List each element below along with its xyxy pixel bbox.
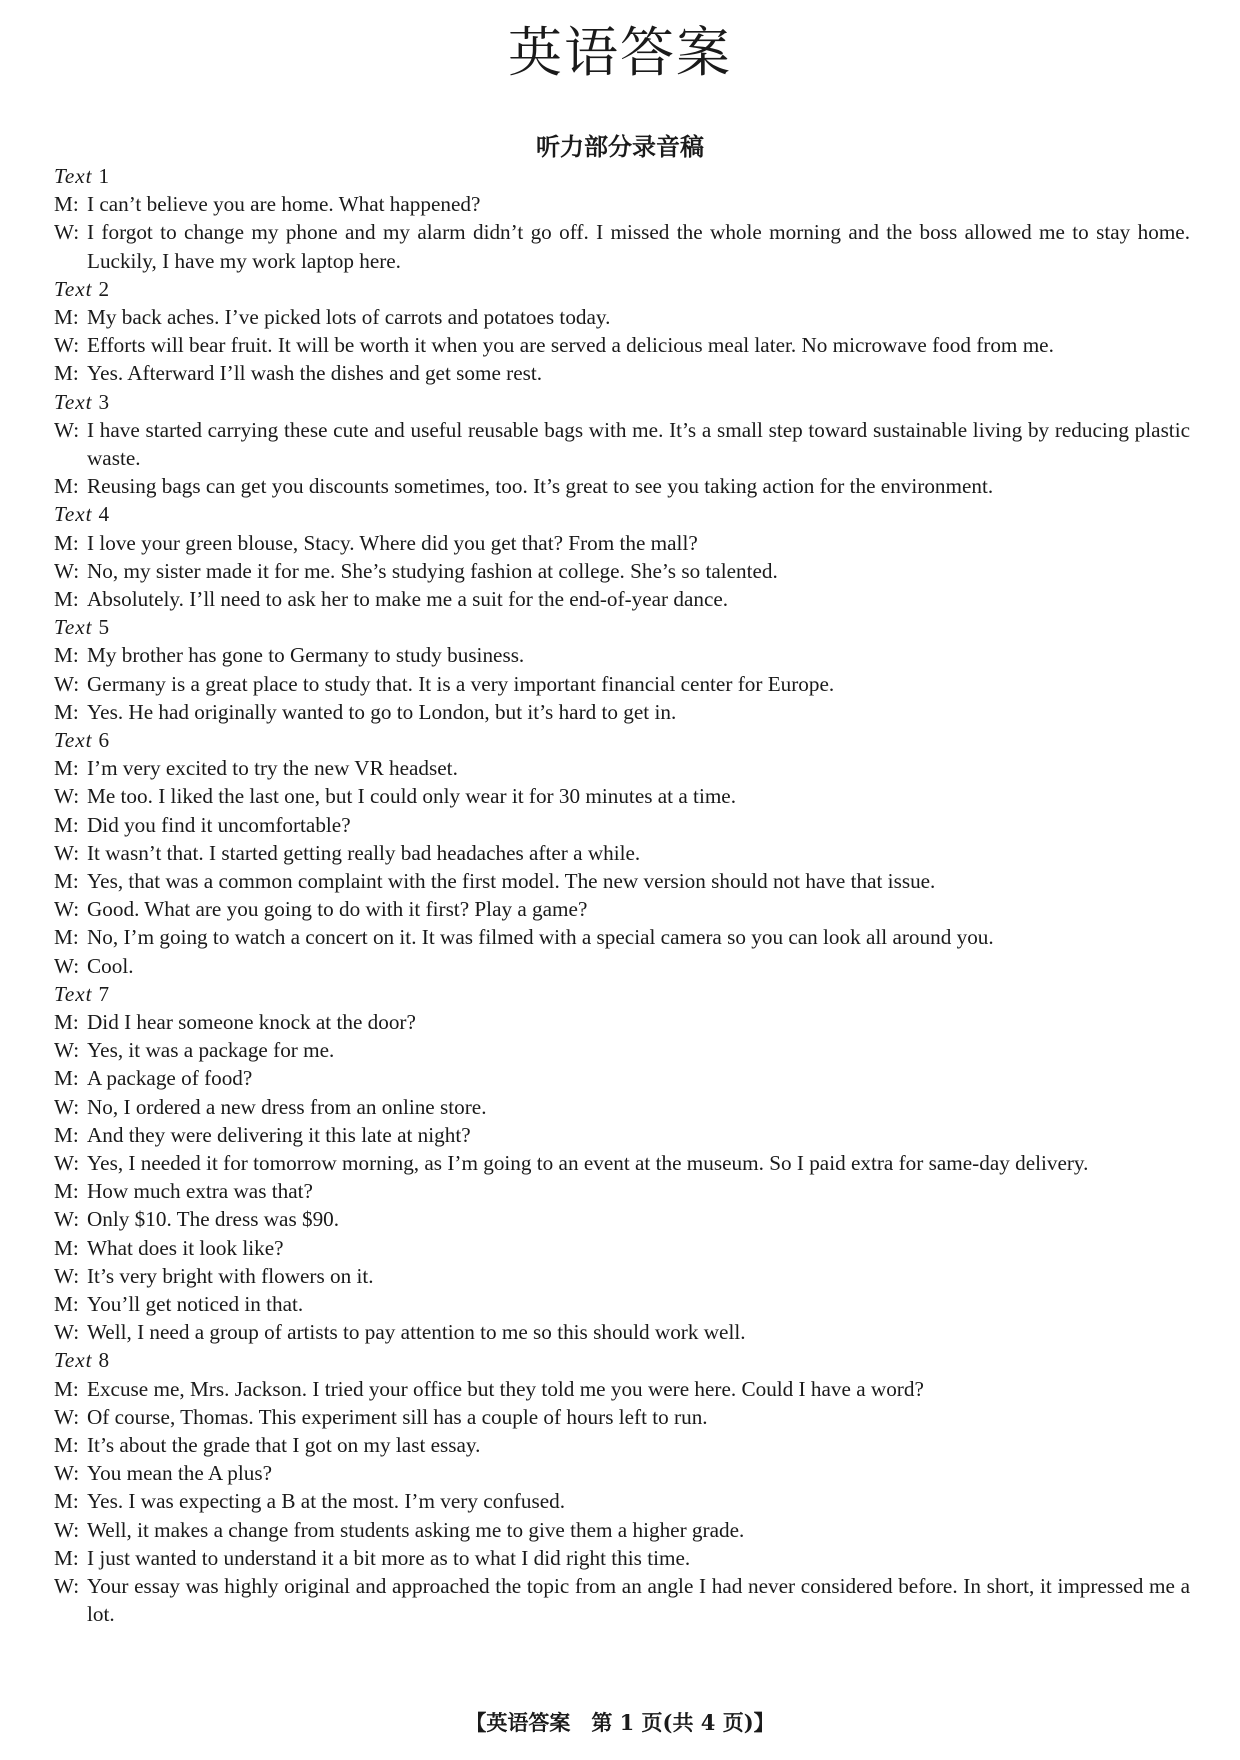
speaker-tag: M: xyxy=(54,192,79,217)
utterance-text: How much extra was that? xyxy=(87,1179,313,1204)
text-label-word: Text xyxy=(54,981,93,1006)
utterance-text: Well, it makes a change from students asking me to give them a higher grade. xyxy=(87,1517,745,1542)
dialogue-line xyxy=(54,1121,1190,1149)
dialogue-line xyxy=(54,190,1190,218)
dialogue-line xyxy=(54,641,1190,669)
dialogue-line xyxy=(54,1036,1190,1064)
dialogue-line xyxy=(54,1459,1190,1487)
dialogue-line xyxy=(54,359,1190,387)
text-label-number: 5 xyxy=(98,615,111,640)
speaker-tag: W: xyxy=(54,1207,80,1232)
transcript-text-3 xyxy=(54,388,1190,501)
transcript-text-5 xyxy=(54,613,1190,726)
dialogue-line xyxy=(54,754,1190,782)
speaker-tag: W: xyxy=(54,417,80,442)
transcript-text-2 xyxy=(54,275,1190,388)
speaker-tag: M: xyxy=(54,361,79,386)
utterance-text: Yes, it was a package for me. xyxy=(87,1038,335,1063)
utterance-text: Germany is a great place to study that. It is a very important financial center for Europe. xyxy=(87,671,835,696)
transcript-text-8 xyxy=(54,1346,1190,1628)
text-label xyxy=(54,726,1190,754)
text-label-number: 7 xyxy=(98,981,111,1006)
speaker-tag: W: xyxy=(54,333,80,358)
text-label-number: 2 xyxy=(98,276,111,301)
dialogue-line xyxy=(54,1234,1190,1262)
speaker-tag: W: xyxy=(54,1574,80,1599)
utterance-text: You mean the A plus? xyxy=(87,1461,273,1486)
dialogue-line xyxy=(54,1149,1190,1177)
text-label-number: 6 xyxy=(98,727,111,752)
utterance-text: What does it look like? xyxy=(87,1235,284,1260)
utterance-text: I love your green blouse, Stacy. Where did you get that? From the mall? xyxy=(87,530,698,555)
transcript-text-4 xyxy=(54,500,1190,613)
dialogue-line xyxy=(54,1572,1190,1628)
utterance-text: My back aches. I’ve picked lots of carrots and potatoes today. xyxy=(87,304,611,329)
speaker-tag: M: xyxy=(54,1179,79,1204)
utterance-text: I have started carrying these cute and useful reusable bags with me. It’s a small step toward sustainable living by reducing plastic waste. xyxy=(87,417,1190,470)
speaker-tag: W: xyxy=(54,1038,80,1063)
speaker-tag: M: xyxy=(54,812,79,837)
text-label xyxy=(54,162,1190,190)
utterance-text: And they were delivering it this late at night? xyxy=(87,1122,471,1147)
utterance-text: Absolutely. I’ll need to ask her to make me a suit for the end-of-year dance. xyxy=(87,586,729,611)
speaker-tag: M: xyxy=(54,530,79,555)
speaker-tag: M: xyxy=(54,756,79,781)
dialogue-line xyxy=(54,895,1190,923)
speaker-tag: M: xyxy=(54,1545,79,1570)
speaker-tag: W: xyxy=(54,1263,80,1288)
dialogue-line xyxy=(54,1177,1190,1205)
utterance-text: Did I hear someone knock at the door? xyxy=(87,1009,416,1034)
dialogue-line xyxy=(54,923,1190,951)
dialogue-line xyxy=(54,1544,1190,1572)
text-label-number: 3 xyxy=(98,389,111,414)
transcript-text-1 xyxy=(54,162,1190,275)
dialogue-line xyxy=(54,698,1190,726)
speaker-tag: M: xyxy=(54,1066,79,1091)
utterance-text: Yes. I was expecting a B at the most. I’m very confused. xyxy=(87,1489,565,1514)
dialogue-line xyxy=(54,811,1190,839)
transcript-text-7 xyxy=(54,980,1190,1347)
utterance-text: Me too. I liked the last one, but I could only wear it for 30 minutes at a time. xyxy=(87,784,737,809)
dialogue-line xyxy=(54,670,1190,698)
dialogue-line xyxy=(54,529,1190,557)
page-title: 英语答案 xyxy=(508,21,732,84)
speaker-tag: W: xyxy=(54,840,80,865)
utterance-text: Yes, that was a common complaint with the first model. The new version should not have that issue. xyxy=(87,868,936,893)
utterance-text: You’ll get noticed in that. xyxy=(87,1292,304,1317)
page-footer: 【英语答案 第 1 页(共 4 页)】 xyxy=(465,1710,775,1735)
utterance-text: No, I ordered a new dress from an online store. xyxy=(87,1094,487,1119)
speaker-tag: M: xyxy=(54,699,79,724)
speaker-tag: W: xyxy=(54,1151,80,1175)
speaker-tag: W: xyxy=(54,953,80,978)
dialogue-line xyxy=(54,782,1190,810)
dialogue-line xyxy=(54,416,1190,472)
dialogue-line xyxy=(54,1516,1190,1544)
dialogue-line xyxy=(54,1318,1190,1346)
dialogue-line xyxy=(54,1403,1190,1431)
utterance-text: My brother has gone to Germany to study business. xyxy=(87,643,525,668)
text-label-number: 1 xyxy=(98,164,111,188)
utterance-text: A package of food? xyxy=(87,1066,253,1091)
utterance-text: I’m very excited to try the new VR headset. xyxy=(87,756,458,781)
utterance-text: No, my sister made it for me. She’s studying fashion at college. She’s so talented. xyxy=(87,558,778,583)
text-label-word: Text xyxy=(54,164,93,188)
speaker-tag: W: xyxy=(54,897,80,922)
utterance-text: Only $10. The dress was $90. xyxy=(87,1207,340,1232)
speaker-tag: M: xyxy=(54,1235,79,1260)
speaker-tag: W: xyxy=(54,1404,80,1429)
utterance-text: Yes. He had originally wanted to go to London, but it’s hard to get in. xyxy=(87,699,677,724)
utterance-text: I just wanted to understand it a bit more as to what I did right this time. xyxy=(87,1545,691,1570)
speaker-tag: M: xyxy=(54,1122,79,1147)
speaker-tag: M: xyxy=(54,643,79,668)
speaker-tag: W: xyxy=(54,784,80,809)
text-label xyxy=(54,1346,1190,1374)
text-label-word: Text xyxy=(54,276,93,301)
dialogue-line xyxy=(54,1431,1190,1459)
speaker-tag: M: xyxy=(54,1292,79,1317)
section-heading: 听力部分录音稿 xyxy=(536,133,704,161)
speaker-tag: W: xyxy=(54,220,80,245)
dialogue-line xyxy=(54,557,1190,585)
utterance-text: Efforts will bear fruit. It will be worth it when you are served a delicious meal later. No microwave food from me. xyxy=(87,333,1054,358)
dialogue-line xyxy=(54,952,1190,980)
speaker-tag: W: xyxy=(54,558,80,583)
transcript-text-6 xyxy=(54,726,1190,980)
speaker-tag: W: xyxy=(54,1517,80,1542)
speaker-tag: W: xyxy=(54,1094,80,1119)
dialogue-line xyxy=(54,1205,1190,1233)
utterance-text: Did you find it uncomfortable? xyxy=(87,812,351,837)
utterance-text: Excuse me, Mrs. Jackson. I tried your office but they told me you were here. Could I have a word? xyxy=(87,1376,924,1401)
transcript-body xyxy=(54,162,1190,1628)
speaker-tag: W: xyxy=(54,1461,80,1486)
speaker-tag: M: xyxy=(54,1009,79,1034)
speaker-tag: M: xyxy=(54,586,79,611)
utterance-text: I can’t believe you are home. What happened? xyxy=(87,192,481,217)
speaker-tag: M: xyxy=(54,304,79,329)
utterance-text: No, I’m going to watch a concert on it. It was filmed with a special camera so you can look all around you. xyxy=(87,925,994,950)
dialogue-line xyxy=(54,1290,1190,1318)
dialogue-line xyxy=(54,867,1190,895)
utterance-text: Well, I need a group of artists to pay attention to me so this should work well. xyxy=(87,1320,746,1345)
speaker-tag: M: xyxy=(54,868,79,893)
utterance-text: I forgot to change my phone and my alarm didn’t go off. I missed the whole morning and the boss allowed me to stay home. Luckily, I have my work laptop here. xyxy=(87,220,1190,273)
text-label xyxy=(54,388,1190,416)
speaker-tag: M: xyxy=(54,925,79,950)
utterance-text: Cool. xyxy=(87,953,134,978)
text-label xyxy=(54,980,1190,1008)
utterance-text: It’s about the grade that I got on my last essay. xyxy=(87,1433,481,1458)
text-label xyxy=(54,500,1190,528)
utterance-text: Of course, Thomas. This experiment sill has a couple of hours left to run. xyxy=(87,1404,708,1429)
text-label-word: Text xyxy=(54,389,93,414)
text-label-word: Text xyxy=(54,727,93,752)
text-label xyxy=(54,613,1190,641)
dialogue-line xyxy=(54,839,1190,867)
dialogue-line xyxy=(54,1375,1190,1403)
utterance-text: Yes. Afterward I’ll wash the dishes and get some rest. xyxy=(87,361,543,386)
dialogue-line xyxy=(54,331,1190,359)
speaker-tag: M: xyxy=(54,1376,79,1401)
speaker-tag: W: xyxy=(54,671,80,696)
text-label-word: Text xyxy=(54,615,93,640)
speaker-tag: M: xyxy=(54,1489,79,1514)
text-label-number: 8 xyxy=(98,1348,111,1373)
dialogue-line xyxy=(54,218,1190,274)
speaker-tag: M: xyxy=(54,474,79,499)
dialogue-line xyxy=(54,1064,1190,1092)
utterance-text: Good. What are you going to do with it first? Play a game? xyxy=(87,897,588,922)
text-label-word: Text xyxy=(54,1348,93,1373)
dialogue-line xyxy=(54,1093,1190,1121)
dialogue-line xyxy=(54,585,1190,613)
dialogue-line xyxy=(54,1487,1190,1515)
dialogue-line xyxy=(54,1008,1190,1036)
dialogue-line xyxy=(54,1262,1190,1290)
dialogue-line xyxy=(54,303,1190,331)
speaker-tag: W: xyxy=(54,1320,80,1345)
dialogue-line xyxy=(54,472,1190,500)
text-label xyxy=(54,275,1190,303)
utterance-text: It wasn’t that. I started getting really bad headaches after a while. xyxy=(87,840,641,865)
text-label-number: 4 xyxy=(98,502,111,527)
speaker-tag: M: xyxy=(54,1433,79,1458)
utterance-text: It’s very bright with flowers on it. xyxy=(87,1263,374,1288)
text-label-word: Text xyxy=(54,502,93,527)
utterance-text: Reusing bags can get you discounts sometimes, too. It’s great to see you taking action for the environment. xyxy=(87,474,994,499)
utterance-text: Your essay was highly original and approached the topic from an angle I had never considered before. In short, it impressed me a lot. xyxy=(87,1574,1190,1627)
utterance-text: Yes, I needed it for tomorrow morning, as I’m going to an event at the museum. So I paid extra for same-day delivery. xyxy=(87,1151,1089,1175)
